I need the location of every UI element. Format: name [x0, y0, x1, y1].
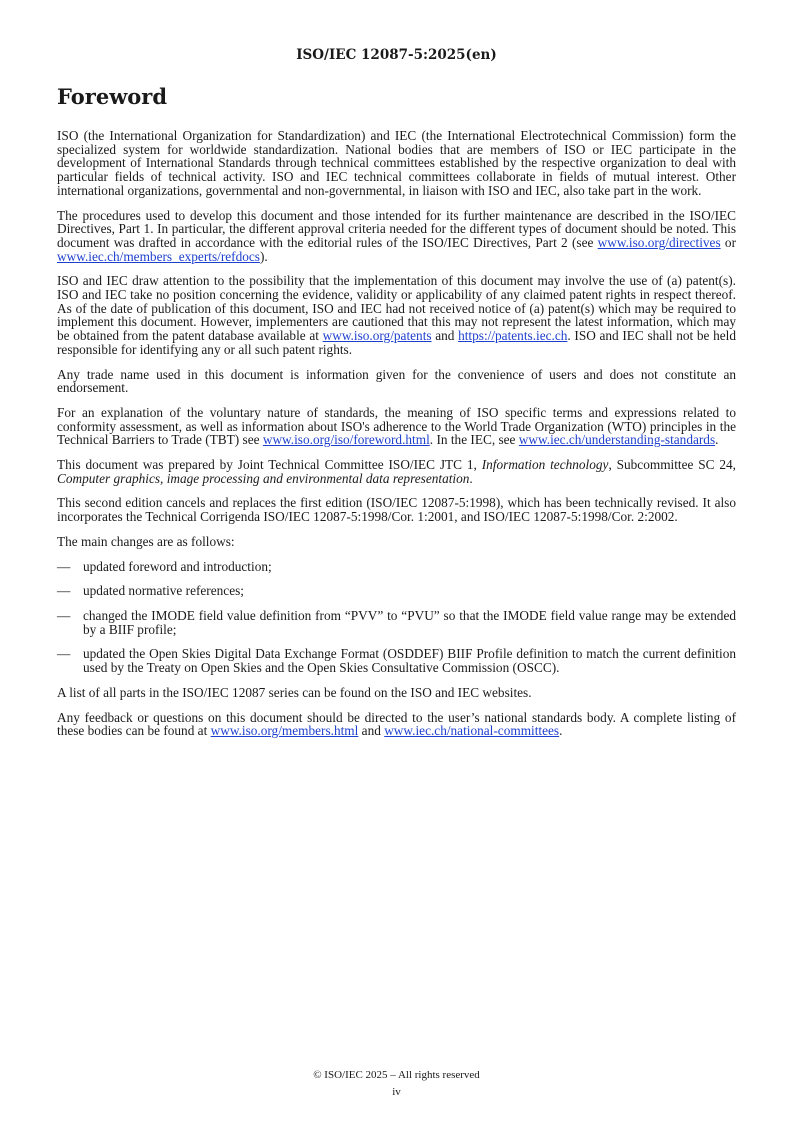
document-id-header: ISO/IEC 12087-5:2025(en)	[296, 47, 497, 63]
paragraph-voluntary-nature	[57, 406, 736, 447]
list-item-text: updated foreword and introduction;	[83, 558, 272, 574]
foreword-body	[57, 129, 736, 749]
paragraph-main-changes: The main changes are as follows:	[57, 533, 235, 549]
subcommittee-name: Computer graphics, image processing and environmental data representation	[57, 470, 470, 486]
list-item-text: updated the Open Skies Digital Data Exchange Format (OSDDEF) BIIF Profile definition to match the current definition used by the Treaty on Open Skies and the Open Skies Consultative Commission (OSCC).	[83, 646, 736, 676]
page-number: iv	[392, 1086, 401, 1098]
paragraph-trade-name: Any trade name used in this document is information given for the convenience of users and does not constitute an endorsement.	[57, 366, 736, 396]
list-dash: —	[57, 646, 71, 662]
paragraph-text: . ISO and IEC shall not be held responsible for identifying any or all such patent rights.	[57, 328, 736, 357]
list-item	[57, 609, 736, 636]
paragraph-text: .	[469, 470, 473, 486]
link-iec-understanding-standards[interactable]: www.iec.ch/understanding-standards	[518, 432, 716, 448]
list-dash: —	[57, 607, 71, 623]
paragraph-text: ISO and IEC draw attention to the possibility that the implementation of this document may involve the use of (a) patent(s). ISO and IEC take no position concerning the evidence, validity or applicability of any claimed patent rights in respect thereof. As of the date of publication of this document, ISO and IEC had not received notice of (a) patent(s) which may be required to implement this document. However, implementers are cautioned that this may not represent the latest information, which may be obtained from the patent database available at	[57, 273, 736, 344]
committee-name: Information technology	[481, 457, 609, 473]
paragraph-text: .	[559, 723, 563, 739]
list-item-text: changed the IMODE field value definition from “PVV” to “PVU” so that the IMODE field value range may be extended by a BIIF profile;	[83, 607, 736, 637]
list-item	[57, 584, 736, 598]
paragraph-text: For an explanation of the voluntary nature of standards, the meaning of ISO specific terms and expressions related to conformity assessment, as well as information about ISO's adherence to the World Trade Organization (WTO) principles in the Technical Barriers to Trade (TBT) see	[57, 404, 736, 448]
list-item	[57, 560, 736, 574]
link-iec-national-committees[interactable]: www.iec.ch/national-committees	[384, 723, 560, 739]
paragraph-text: . In the IEC, see	[429, 432, 519, 448]
paragraph-text: This document was prepared by Joint Technical Committee ISO/IEC JTC 1,	[57, 457, 482, 473]
paragraph-text: ).	[259, 248, 268, 264]
copyright-notice: © ISO/IEC 2025 – All rights reserved	[313, 1069, 480, 1081]
paragraph-text: The procedures used to develop this document and those intended for its further maintenance are described in the ISO/IEC Directives, Part 1. In particular, the different approval criteria needed for the different types of document should be noted. This document was drafted in accordance with the editorial rules of the ISO/IEC Directives, Part 2 (see	[57, 207, 736, 250]
paragraph-procedures	[57, 209, 736, 264]
paragraph-edition: This second edition cancels and replaces the first edition (ISO/IEC 12087-5:1998), which has been technically revised. It also incorporates the Technical Corrigenda ISO/IEC 12087-5:1998/Cor. 1:2001, and ISO/IEC 12087-5:1998/Cor. 2:2002.	[57, 495, 736, 525]
link-iso-patents[interactable]: www.iso.org/patents	[322, 328, 432, 344]
paragraph-series-list: A list of all parts in the ISO/IEC 12087 series can be found on the ISO and IEC websites.	[57, 684, 532, 700]
paragraph-text: , Subcommittee SC 24,	[608, 457, 736, 473]
changes-list	[57, 560, 736, 675]
paragraph-text: or	[720, 234, 736, 250]
list-dash: —	[57, 583, 71, 599]
paragraph-text: Any feedback or questions on this document should be directed to the user’s national standards body. A complete listing of these bodies can be found at	[57, 709, 736, 739]
paragraph-text: and	[358, 723, 385, 739]
paragraph-text: .	[715, 432, 719, 448]
paragraph-organization: ISO (the International Organization for Standardization) and IEC (the International Electrotechnical Commission) form the specialized system for worldwide standardization. National bodies that are members of ISO or IEC participate in the development of International Standards through technical committees established by the respective organization to deal with particular fields of technical activity. ISO and IEC technical committees collaborate in fields of mutual interest. Other international organizations, governmental and non-governmental, in liaison with ISO and IEC, also take part in the work.	[57, 128, 736, 198]
list-item	[57, 647, 736, 674]
link-iso-members[interactable]: www.iso.org/members.html	[210, 723, 359, 739]
paragraph-feedback	[57, 711, 736, 738]
list-dash: —	[57, 558, 71, 574]
paragraph-text: and	[431, 328, 459, 344]
page-footer	[0, 1067, 793, 1101]
link-iec-patents[interactable]: https://patents.iec.ch	[458, 328, 568, 344]
paragraph-committee	[57, 458, 736, 485]
list-item-text: updated normative references;	[83, 583, 244, 599]
paragraph-patents	[57, 274, 736, 356]
page-title: Foreword	[57, 84, 168, 109]
link-iec-refdocs[interactable]: www.iec.ch/members_experts/refdocs	[57, 248, 260, 264]
link-iso-foreword[interactable]: www.iso.org/iso/foreword.html	[262, 432, 430, 448]
link-iso-directives[interactable]: www.iso.org/directives	[597, 234, 721, 250]
